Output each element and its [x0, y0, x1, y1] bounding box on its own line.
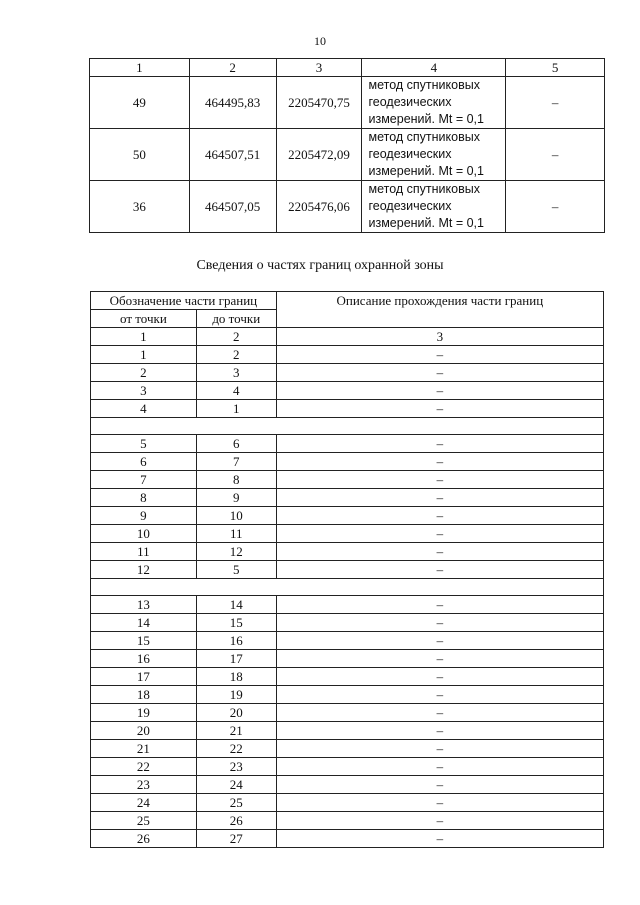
separator-cell	[91, 579, 604, 596]
part-description: –	[276, 812, 603, 830]
from-point: 1	[91, 346, 197, 364]
boundary-part-row	[91, 830, 604, 848]
to-point: 9	[196, 489, 276, 507]
from-point: 25	[91, 812, 197, 830]
part-description: –	[276, 435, 603, 453]
to-point: 27	[196, 830, 276, 848]
part-description: –	[276, 382, 603, 400]
boundary-part-row	[91, 364, 604, 382]
column-number-3: 3	[276, 59, 362, 77]
to-point: 16	[196, 632, 276, 650]
to-point: 25	[196, 794, 276, 812]
part-description: –	[276, 489, 603, 507]
part-description: –	[276, 830, 603, 848]
to-point: 2	[196, 346, 276, 364]
from-point: 12	[91, 561, 197, 579]
part-description: –	[276, 596, 603, 614]
boundary-part-row	[91, 704, 604, 722]
part-description: –	[276, 794, 603, 812]
part-description: –	[276, 758, 603, 776]
boundary-part-row	[91, 596, 604, 614]
column-5-value: –	[506, 129, 605, 181]
to-point: 20	[196, 704, 276, 722]
from-point: 7	[91, 471, 197, 489]
boundary-part-row	[91, 794, 604, 812]
from-point: 19	[91, 704, 197, 722]
boundary-part-row	[91, 400, 604, 418]
from-point: 26	[91, 830, 197, 848]
measurement-method	[362, 77, 506, 129]
from-point: 18	[91, 686, 197, 704]
part-description: –	[276, 668, 603, 686]
coordinates-header-row	[90, 59, 605, 77]
from-point: 16	[91, 650, 197, 668]
part-description: –	[276, 561, 603, 579]
header-boundary-part: Обозначение части границ	[91, 292, 277, 310]
parts-header-row	[91, 292, 604, 310]
boundary-part-row	[91, 812, 604, 830]
to-point: 10	[196, 507, 276, 525]
coordinate-x: 464507,05	[189, 181, 276, 233]
from-point: 5	[91, 435, 197, 453]
method-line: геодезических	[368, 95, 452, 109]
method-line: измерений. Mt = 0,1	[368, 216, 484, 230]
header-to-point: до точки	[196, 310, 276, 328]
boundary-part-row	[91, 614, 604, 632]
coordinate-y: 2205472,09	[276, 129, 362, 181]
boundary-part-row	[91, 776, 604, 794]
separator-row	[91, 579, 604, 596]
from-point: 10	[91, 525, 197, 543]
boundary-part-row	[91, 561, 604, 579]
column-number-5: 5	[506, 59, 605, 77]
boundary-part-row	[91, 382, 604, 400]
method-line: метод спутниковых	[368, 78, 480, 92]
part-description: –	[276, 543, 603, 561]
coordinate-x: 464495,83	[189, 77, 276, 129]
part-description: –	[276, 776, 603, 794]
boundary-part-row	[91, 453, 604, 471]
to-point: 3	[196, 364, 276, 382]
from-point: 20	[91, 722, 197, 740]
point-number: 36	[90, 181, 190, 233]
header-description: Описание прохождения части границ	[276, 292, 603, 328]
column-number-1: 1	[91, 328, 197, 346]
coordinates-table	[89, 58, 605, 233]
boundary-part-row	[91, 471, 604, 489]
part-description: –	[276, 740, 603, 758]
to-point: 4	[196, 382, 276, 400]
point-number: 50	[90, 129, 190, 181]
part-description: –	[276, 722, 603, 740]
coordinate-y: 2205470,75	[276, 77, 362, 129]
from-point: 8	[91, 489, 197, 507]
column-number-2: 2	[189, 59, 276, 77]
boundary-part-row	[91, 650, 604, 668]
boundary-part-row	[91, 740, 604, 758]
coordinate-row	[90, 77, 605, 129]
column-5-value: –	[506, 181, 605, 233]
to-point: 11	[196, 525, 276, 543]
to-point: 18	[196, 668, 276, 686]
to-point: 12	[196, 543, 276, 561]
measurement-method	[362, 181, 506, 233]
to-point: 6	[196, 435, 276, 453]
coordinate-x: 464507,51	[189, 129, 276, 181]
to-point: 7	[196, 453, 276, 471]
parts-number-row	[91, 328, 604, 346]
part-description: –	[276, 364, 603, 382]
part-description: –	[276, 650, 603, 668]
measurement-method	[362, 129, 506, 181]
column-number-4: 4	[362, 59, 506, 77]
coordinate-row	[90, 181, 605, 233]
part-description: –	[276, 471, 603, 489]
from-point: 23	[91, 776, 197, 794]
from-point: 9	[91, 507, 197, 525]
section-title: Сведения о частях границ охранной зоны	[196, 258, 444, 273]
part-description: –	[276, 525, 603, 543]
column-5-value: –	[506, 77, 605, 129]
method-line: метод спутниковых	[368, 130, 480, 144]
column-number-1: 1	[90, 59, 190, 77]
boundary-part-row	[91, 507, 604, 525]
boundary-part-row	[91, 543, 604, 561]
part-description: –	[276, 632, 603, 650]
part-description: –	[276, 507, 603, 525]
from-point: 13	[91, 596, 197, 614]
to-point: 19	[196, 686, 276, 704]
coordinate-y: 2205476,06	[276, 181, 362, 233]
to-point: 5	[196, 561, 276, 579]
to-point: 14	[196, 596, 276, 614]
boundary-part-row	[91, 489, 604, 507]
column-number-3: 3	[276, 328, 603, 346]
from-point: 14	[91, 614, 197, 632]
boundary-parts-table	[90, 291, 604, 848]
boundary-part-row	[91, 758, 604, 776]
from-point: 21	[91, 740, 197, 758]
from-point: 4	[91, 400, 197, 418]
part-description: –	[276, 686, 603, 704]
part-description: –	[276, 614, 603, 632]
to-point: 26	[196, 812, 276, 830]
boundary-part-row	[91, 722, 604, 740]
to-point: 15	[196, 614, 276, 632]
from-point: 15	[91, 632, 197, 650]
method-line: геодезических	[368, 199, 452, 213]
page-number: 10	[314, 34, 326, 48]
from-point: 2	[91, 364, 197, 382]
separator-row	[91, 418, 604, 435]
boundary-part-row	[91, 525, 604, 543]
boundary-part-row	[91, 686, 604, 704]
from-point: 3	[91, 382, 197, 400]
part-description: –	[276, 400, 603, 418]
boundary-part-row	[91, 668, 604, 686]
method-line: геодезических	[368, 147, 452, 161]
from-point: 11	[91, 543, 197, 561]
part-description: –	[276, 453, 603, 471]
boundary-part-row	[91, 632, 604, 650]
to-point: 22	[196, 740, 276, 758]
boundary-part-row	[91, 435, 604, 453]
method-line: измерений. Mt = 0,1	[368, 164, 484, 178]
to-point: 17	[196, 650, 276, 668]
from-point: 24	[91, 794, 197, 812]
to-point: 1	[196, 400, 276, 418]
to-point: 8	[196, 471, 276, 489]
method-line: метод спутниковых	[368, 182, 480, 196]
part-description: –	[276, 346, 603, 364]
from-point: 22	[91, 758, 197, 776]
from-point: 17	[91, 668, 197, 686]
header-from-point: от точки	[91, 310, 197, 328]
separator-cell	[91, 418, 604, 435]
method-line: измерений. Mt = 0,1	[368, 112, 484, 126]
column-number-2: 2	[196, 328, 276, 346]
to-point: 21	[196, 722, 276, 740]
boundary-part-row	[91, 346, 604, 364]
part-description: –	[276, 704, 603, 722]
to-point: 24	[196, 776, 276, 794]
point-number: 49	[90, 77, 190, 129]
coordinate-row	[90, 129, 605, 181]
to-point: 23	[196, 758, 276, 776]
from-point: 6	[91, 453, 197, 471]
